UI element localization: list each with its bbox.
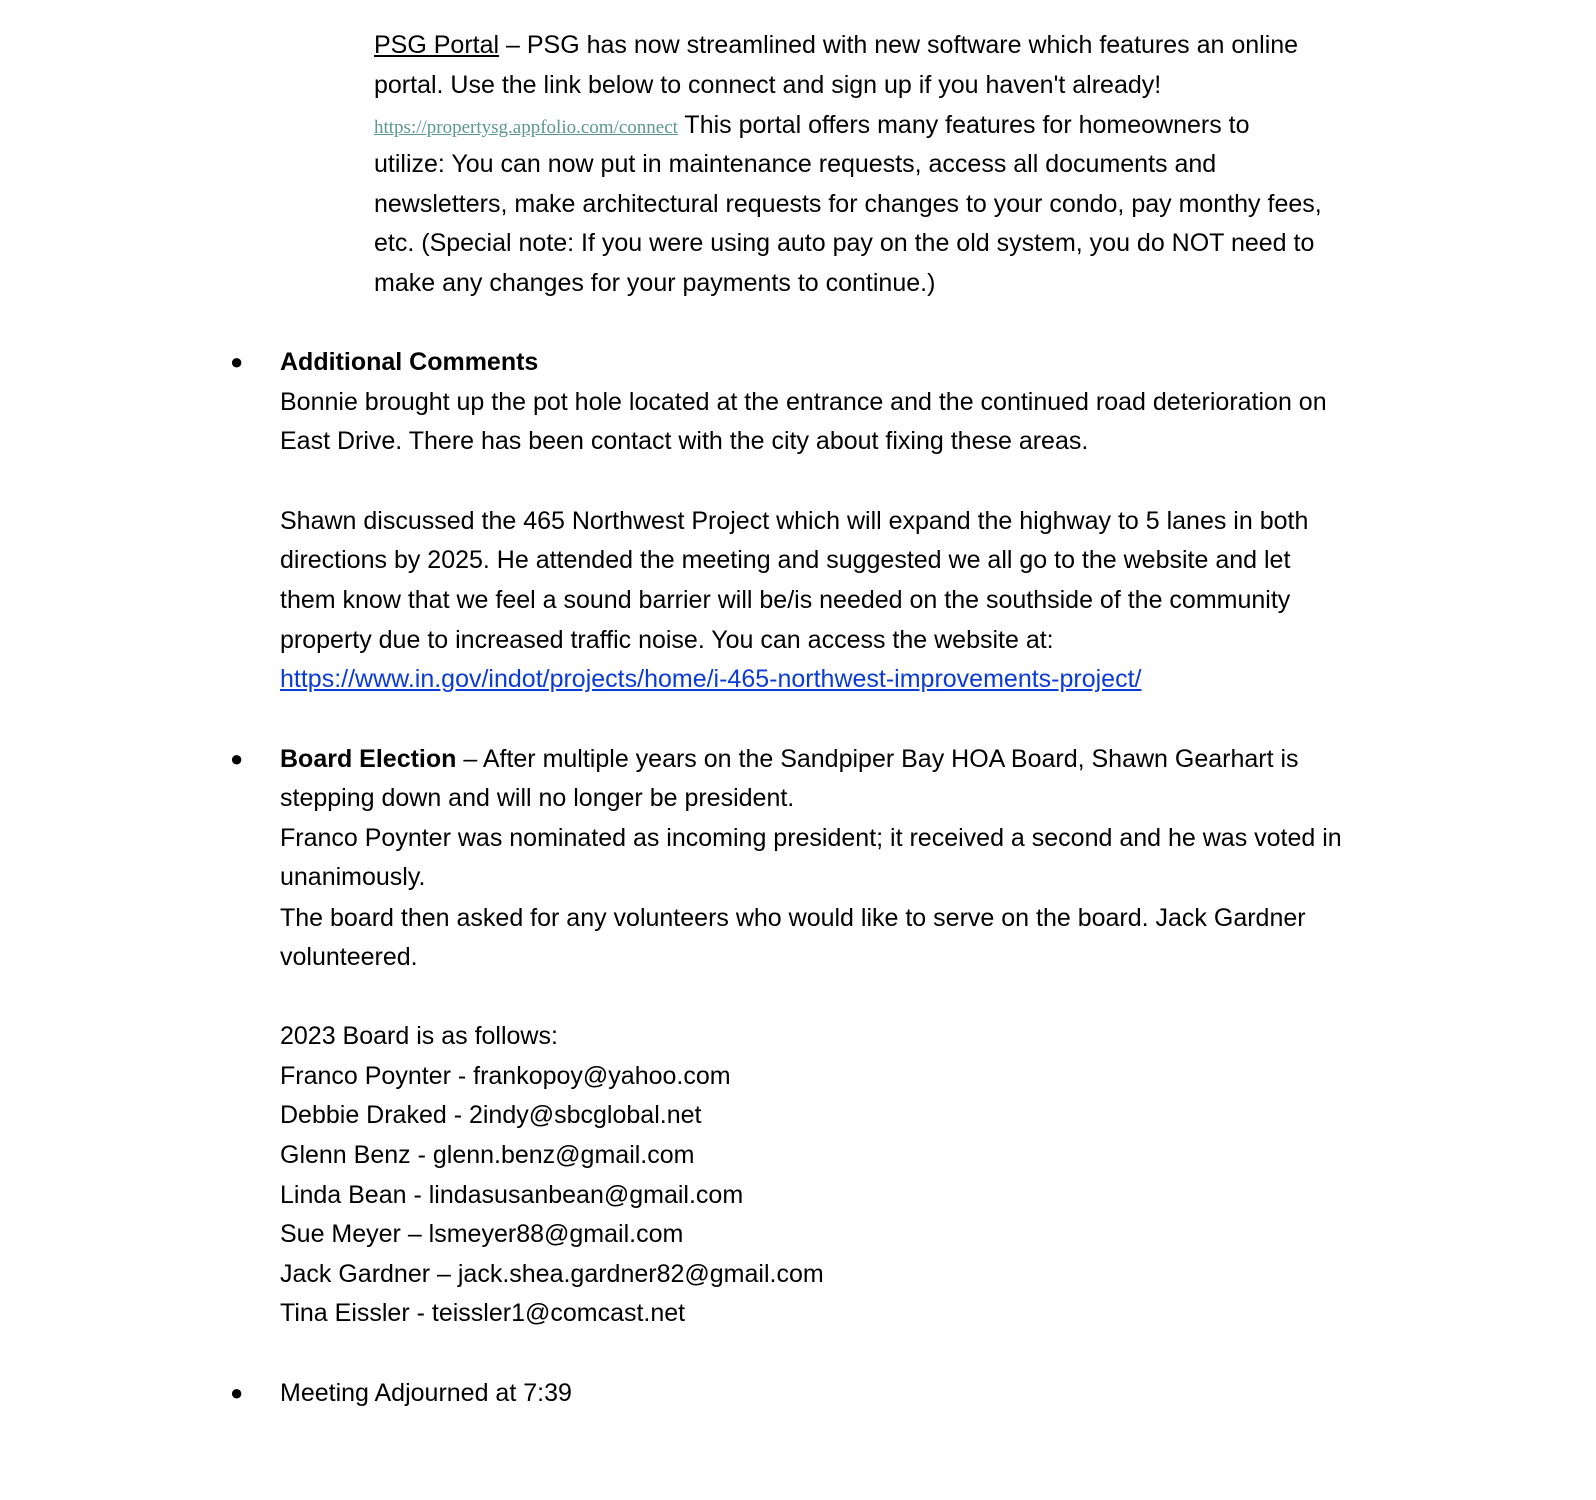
additional-comments-p1-line-1: Bonnie brought up the pot hole located at the entrance and the continued road deterioration on xyxy=(280,388,1327,416)
meeting-adjourned-text: Meeting Adjourned at 7:39 xyxy=(280,1379,572,1407)
psg-portal-text: This portal offers many features for homeowners to xyxy=(677,111,1250,139)
board-election-line-1 xyxy=(280,739,1299,779)
board-list-intro: 2023 Board is as follows: xyxy=(280,1022,558,1050)
additional-comments-p2-line-2: directions by 2025. He attended the meeting and suggested we all go to the website and let xyxy=(280,546,1291,574)
board-election-line-6: volunteered. xyxy=(280,943,418,971)
psg-portal-line-1 xyxy=(374,25,1298,65)
indot-project-link[interactable]: https://www.in.gov/indot/projects/home/i-465-northwest-improvements-project/ xyxy=(280,665,1142,693)
board-election-line-4: unanimously. xyxy=(280,863,426,891)
appfolio-connect-link[interactable]: https://propertysg.appfolio.com/connect xyxy=(374,117,678,138)
board-member: Linda Bean - lindasusanbean@gmail.com xyxy=(280,1181,744,1209)
additional-comments-p1-line-2: East Drive. There has been contact with the city about fixing these areas. xyxy=(280,427,1089,455)
board-member: Glenn Benz - glenn.benz@gmail.com xyxy=(280,1141,695,1169)
additional-comments-p2-line-1: Shawn discussed the 465 Northwest Project which will expand the highway to 5 lanes in both xyxy=(280,507,1309,535)
board-election-bullet: ● xyxy=(230,746,244,771)
board-election-heading: Board Election xyxy=(280,745,457,773)
additional-comments-bullet: ● xyxy=(230,349,244,374)
adjourned-bullet: ● xyxy=(230,1380,244,1405)
psg-portal-line-7: make any changes for your payments to continue.) xyxy=(374,269,936,297)
psg-portal-line-2: portal. Use the link below to connect and sign up if you haven't already! xyxy=(374,71,1162,99)
psg-portal-line-3 xyxy=(374,105,1250,148)
board-election-line-2: stepping down and will no longer be president. xyxy=(280,784,795,812)
board-member: Tina Eissler - teissler1@comcast.net xyxy=(280,1299,686,1327)
board-member: Sue Meyer – lsmeyer88@gmail.com xyxy=(280,1220,684,1248)
board-member: Debbie Draked - 2indy@sbcglobal.net xyxy=(280,1101,702,1129)
psg-portal-line-5: newsletters, make architectural requests for changes to your condo, pay monthy fees, xyxy=(374,190,1322,218)
indot-project-link-line xyxy=(280,659,1141,699)
psg-portal-line-4: utilize: You can now put in maintenance requests, access all documents and xyxy=(374,150,1217,178)
additional-comments-p2-line-3: them know that we feel a sound barrier will be/is needed on the southside of the community xyxy=(280,586,1291,614)
board-election-line-5: The board then asked for any volunteers who would like to serve on the board. Jack Gardner xyxy=(280,904,1306,932)
board-election-text: – After multiple years on the Sandpiper Bay HOA Board, Shawn Gearhart is xyxy=(456,745,1299,773)
psg-portal-title: PSG Portal xyxy=(374,31,500,59)
board-election-line-3: Franco Poynter was nominated as incoming president; it received a second and he was voted in xyxy=(280,824,1342,852)
additional-comments-p2-line-4: property due to increased traffic noise. You can access the website at: xyxy=(280,626,1054,654)
psg-portal-text: – PSG has now streamlined with new software which features an online xyxy=(499,31,1299,59)
psg-portal-line-6: etc. (Special note: If you were using auto pay on the old system, you do NOT need to xyxy=(374,229,1315,257)
board-member: Franco Poynter - frankopoy@yahoo.com xyxy=(280,1062,731,1090)
additional-comments-heading: Additional Comments xyxy=(280,348,539,376)
board-member: Jack Gardner – jack.shea.gardner82@gmail.com xyxy=(280,1260,824,1288)
